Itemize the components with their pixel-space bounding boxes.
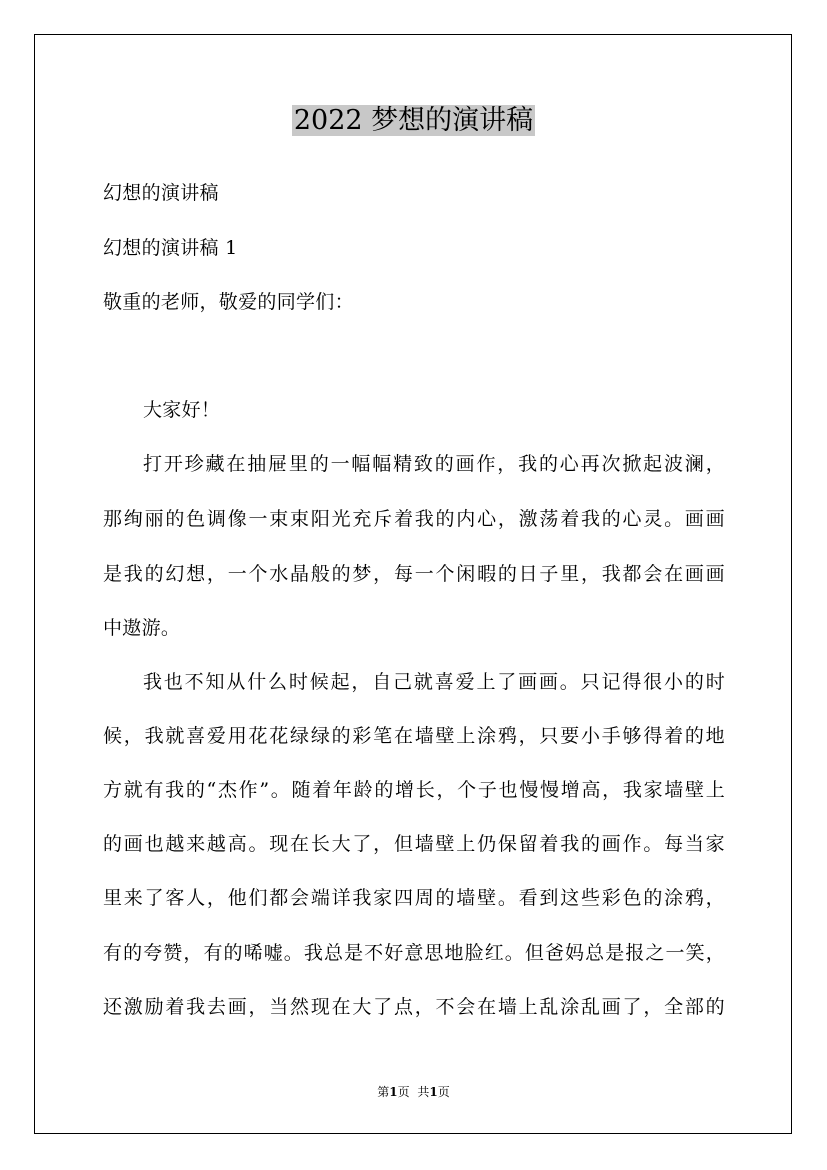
total-pages-prefix: 共 xyxy=(417,1085,430,1099)
salutation-line: 敬重的老师，敬爱的同学们： xyxy=(103,291,354,313)
paragraph-2-line-3: 方就有我的“杰作”。随着年龄的增长，个子也慢慢增高，我家墙壁上 xyxy=(103,779,725,801)
subtitle-line: 幻想的演讲稿 xyxy=(103,182,219,204)
page-footer xyxy=(0,1084,827,1100)
greeting-line: 大家好！ xyxy=(143,399,221,421)
document-title-text: 2022 梦想的演讲稿 xyxy=(293,105,534,136)
paragraph-2-line-5: 里来了客人，他们都会端详我家四周的墙壁。看到这些彩色的涂鸦， xyxy=(103,887,725,909)
paragraph-2-line-1: 我也不知从什么时候起，自己就喜爱上了画画。只记得很小的时 xyxy=(143,671,725,693)
total-pages: 1 xyxy=(429,1085,438,1099)
paragraph-1-line-2: 那绚丽的色调像一束束阳光充斥着我的内心，激荡着我的心灵。画画 xyxy=(103,508,725,530)
paragraph-2-line-7: 还激励着我去画，当然现在大了点，不会在墙上乱涂乱画了，全部的 xyxy=(103,996,725,1018)
page-number: 1 xyxy=(389,1085,398,1099)
paragraph-2-line-4: 的画也越来越高。现在长大了，但墙壁上仍保留着我的画作。每当家 xyxy=(103,833,725,855)
paragraph-1-line-4: 中遨游。 xyxy=(103,617,181,639)
paragraph-1-line-3: 是我的幻想，一个水晶般的梦，每一个闲暇的日子里，我都会在画画 xyxy=(103,563,725,585)
page-number-suffix: 页 xyxy=(397,1085,410,1099)
paragraph-2-line-6: 有的夸赞，有的唏嘘。我总是不好意思地脸红。但爸妈总是报之一笑， xyxy=(103,942,725,964)
speech-heading-line: 幻想的演讲稿 1 xyxy=(103,237,238,259)
paragraph-2-line-2: 候，我就喜爱用花花绿绿的彩笔在墙壁上涂鸦，只要小手够得着的地 xyxy=(103,725,725,747)
paragraph-1-line-1: 打开珍藏在抽屉里的一幅幅精致的画作，我的心再次掀起波澜， xyxy=(143,453,725,475)
total-pages-suffix: 页 xyxy=(437,1085,450,1099)
page-number-prefix: 第 xyxy=(377,1085,390,1099)
document-title xyxy=(0,100,827,142)
